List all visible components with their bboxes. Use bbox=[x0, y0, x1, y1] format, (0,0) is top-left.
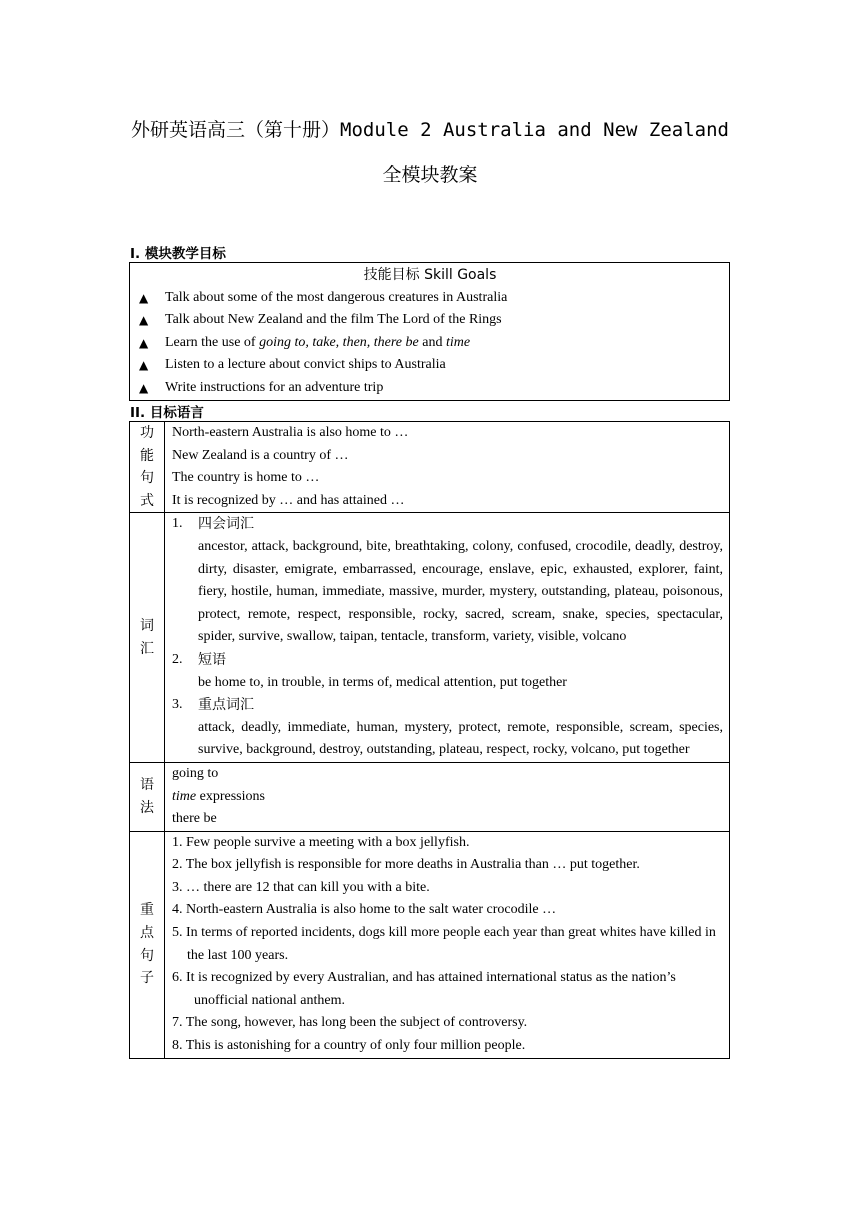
function-sentence: New Zealand is a country of … bbox=[172, 447, 349, 463]
vocab-number: 1. bbox=[172, 516, 183, 532]
target-language-table bbox=[129, 421, 730, 1059]
functions-content bbox=[165, 422, 730, 513]
goal-item bbox=[139, 287, 721, 310]
document-title: 外研英语高三（第十册）Module 2 Australia and New Zealand bbox=[131, 119, 729, 141]
key-sentence: 4. North-eastern Australia is also home to the salt water crocodile … bbox=[172, 902, 557, 918]
key-sentences-row bbox=[130, 831, 730, 1058]
vocabulary-label bbox=[130, 513, 165, 763]
key-sentence: 5. In terms of reported incidents, dogs kill more people each year than great whites have killed in the last 100 years. bbox=[172, 925, 716, 963]
goal-text bbox=[165, 332, 470, 355]
vocab-group-title bbox=[172, 694, 723, 717]
section-heading-goals: I. 模块教学目标 bbox=[130, 246, 226, 262]
goal-text-italic: time bbox=[445, 334, 471, 350]
goal-text-part: and bbox=[418, 334, 446, 350]
vocab-number: 2. bbox=[172, 651, 183, 667]
label-char: 词 bbox=[140, 618, 154, 635]
label-char: 式 bbox=[140, 492, 154, 509]
functions-row bbox=[130, 422, 730, 513]
key-sentence: 1. Few people survive a meeting with a box jellyfish. bbox=[172, 834, 470, 850]
key-sentence: 8. This is astonishing for a country of only four million people. bbox=[172, 1038, 526, 1054]
triangle-bullet-icon: ▲ bbox=[139, 335, 149, 350]
goal-text-italic: going to, take, then, there be bbox=[259, 334, 419, 350]
goal-text: Talk about New Zealand and the film The Lord of the Rings bbox=[165, 312, 502, 328]
function-sentence: The country is home to … bbox=[172, 470, 320, 486]
function-sentence: North-eastern Australia is also home to … bbox=[172, 425, 409, 440]
label-char: 功 bbox=[140, 425, 154, 441]
grammar-item: going to bbox=[172, 765, 219, 781]
key-sentence: 6. It is recognized by every Australian, and has attained international status as the nation’s unofficial national anthem. bbox=[172, 970, 676, 1008]
label-char: 重 bbox=[140, 902, 154, 919]
label-char: 子 bbox=[140, 970, 154, 987]
skill-goals-header: 技能目标 Skill Goals bbox=[363, 267, 497, 283]
vocab-group-title bbox=[172, 513, 723, 536]
label-char: 法 bbox=[140, 799, 154, 816]
key-sentences-label bbox=[130, 831, 165, 1058]
key-sentence: 7. The song, however, has long been the subject of controversy. bbox=[172, 1015, 528, 1031]
grammar-label bbox=[130, 762, 165, 831]
goal-item bbox=[139, 377, 721, 400]
grammar-row bbox=[130, 762, 730, 831]
vocabulary-content bbox=[165, 513, 730, 763]
vocab-list: be home to, in trouble, in terms of, medical attention, put together bbox=[198, 674, 567, 690]
vocab-title: 短语 bbox=[198, 651, 226, 668]
label-char: 能 bbox=[140, 447, 154, 464]
grammar-content bbox=[165, 762, 730, 831]
vocab-group-title bbox=[172, 649, 723, 672]
vocab-number: 3. bbox=[172, 697, 183, 713]
vocabulary-row bbox=[130, 513, 730, 763]
grammar-item: there be bbox=[172, 811, 217, 827]
triangle-bullet-icon: ▲ bbox=[139, 290, 149, 305]
label-char: 汇 bbox=[140, 640, 154, 657]
goal-text: Listen to a lecture about convict ships to Australia bbox=[165, 357, 446, 373]
skill-goals-table bbox=[129, 262, 730, 401]
vocab-title: 四会词汇 bbox=[198, 516, 254, 533]
triangle-bullet-icon: ▲ bbox=[139, 380, 149, 395]
goal-text-part: Learn the use of bbox=[165, 334, 260, 350]
label-char: 语 bbox=[140, 777, 154, 794]
grammar-italic: time bbox=[172, 788, 197, 804]
label-char: 句 bbox=[140, 470, 154, 487]
label-char: 点 bbox=[140, 925, 154, 942]
goal-text: Talk about some of the most dangerous creatures in Australia bbox=[165, 289, 508, 305]
function-sentence: It is recognized by … and has attained … bbox=[172, 492, 405, 508]
grammar-item bbox=[172, 786, 723, 809]
vocab-list: attack, deadly, immediate, human, mystery, protect, remote, responsible, scream, species, survive, background, destroy, outstanding, plateau, respect, rocky, volcano, put together bbox=[198, 719, 723, 758]
vocab-list: ancestor, attack, background, bite, breathtaking, colony, confused, crocodile, deadly, destroy, dirty, disaster, emigrate, embarrassed, encourage, enslave, epic, exhausted, explorer, faint, fiery, hostile, human, immediate, massive, murder, mystery, outstanding, plateau, poisonous, protect, remote, respect, responsible, rocky, sacred, scream, snake, species, spectacular, spider, survive, swallow, taipan, tentacle, transform, variety, visible, volcano bbox=[198, 538, 723, 645]
goal-text: Write instructions for an adventure trip bbox=[165, 379, 384, 395]
goal-item bbox=[139, 309, 721, 332]
label-char: 句 bbox=[140, 947, 154, 964]
document-subtitle: 全模块教案 bbox=[382, 164, 478, 186]
key-sentence: 3. … there are 12 that can kill you with a bite. bbox=[172, 879, 430, 895]
triangle-bullet-icon: ▲ bbox=[139, 313, 149, 328]
section-heading-language: II. 目标语言 bbox=[130, 405, 204, 421]
triangle-bullet-icon: ▲ bbox=[139, 358, 149, 373]
goal-item bbox=[139, 354, 721, 377]
vocab-title: 重点词汇 bbox=[198, 697, 254, 714]
key-sentence: 2. The box jellyfish is responsible for more deaths in Australia than … put together. bbox=[172, 857, 640, 873]
key-sentences-content bbox=[165, 831, 730, 1058]
grammar-text: expressions bbox=[196, 788, 265, 804]
functions-label bbox=[130, 422, 165, 513]
goal-item bbox=[139, 332, 721, 355]
